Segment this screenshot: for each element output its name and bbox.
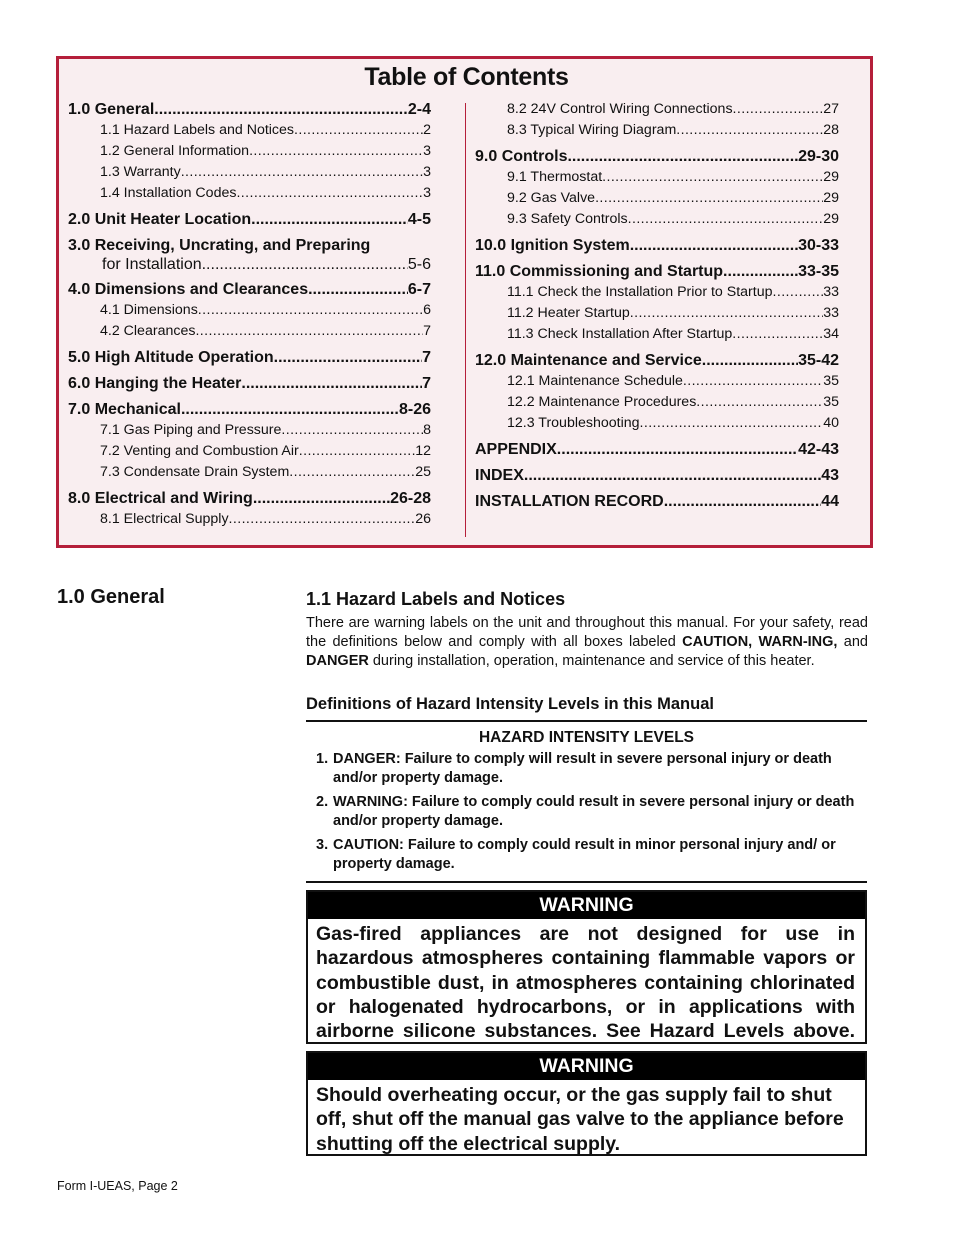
intro-danger: DANGER: [306, 653, 369, 669]
toc-entry-label: 11.0 Commissioning and Startup: [475, 263, 724, 280]
section-title: 1.0 General: [57, 586, 165, 608]
hazard-level-number: 1.: [316, 751, 329, 767]
toc-entry: [475, 167, 839, 188]
toc-entry: [475, 324, 839, 345]
toc-entry: [475, 188, 839, 209]
toc-dot-leader: [773, 282, 824, 303]
toc-title: Table of Contents: [364, 63, 569, 91]
toc-dot-leader: [181, 162, 423, 183]
toc-entry-page: 26: [415, 511, 431, 527]
toc-entry-label: 1.4 Installation Codes: [100, 185, 237, 201]
toc-entry: [68, 141, 431, 162]
toc-entry-label: 12.2 Maintenance Procedures: [507, 394, 697, 410]
toc-entry-page: 8-26: [398, 401, 431, 418]
toc-entry-label: 10.0 Ignition System: [475, 237, 630, 254]
toc-dot-leader: [241, 373, 422, 394]
toc-entry-label: 12.3 Troubleshooting: [507, 415, 640, 431]
toc-dot-leader: [236, 183, 423, 204]
toc-entry-page: 35-42: [798, 352, 839, 369]
toc-dot-leader: [676, 120, 823, 141]
toc-entry-page: 8: [423, 422, 431, 438]
toc-entry: [68, 300, 431, 321]
toc-dot-leader: [664, 491, 821, 512]
toc-entry: [475, 282, 839, 303]
toc-entry-label: APPENDIX: [475, 441, 557, 458]
toc-entry-page: 6-7: [407, 281, 431, 298]
toc-entry-page: 25: [415, 464, 431, 480]
intro-text-end: during installation, operation, maintenance and service of this heater.: [368, 653, 815, 669]
toc-entry-page: 29: [823, 190, 839, 206]
toc-column-divider: [465, 103, 466, 537]
toc-entry-label: 7.0 Mechanical: [68, 401, 181, 418]
toc-entry: [475, 439, 839, 460]
toc-dot-leader: [281, 420, 423, 441]
warning-box-overheating: [306, 1051, 867, 1156]
toc-entry: [68, 441, 431, 462]
toc-entry-label: 11.1 Check the Installation Prior to Startup: [507, 284, 773, 300]
toc-entry-page: 26-28: [390, 490, 431, 507]
hazard-level-item: [316, 750, 867, 788]
toc-entry-label: 9.1 Thermostat: [507, 169, 603, 185]
toc-entry-page: 3: [423, 143, 431, 159]
subsection-title: 1.1 Hazard Labels and Notices: [306, 589, 566, 609]
toc-entry-page: 28: [823, 122, 839, 138]
toc-entry-label: INSTALLATION RECORD: [475, 493, 664, 510]
warning-label: WARNING: [308, 892, 865, 919]
toc-entry-page: 5-6: [407, 256, 431, 273]
toc-dot-leader: [289, 462, 415, 483]
toc-dot-leader: [274, 347, 422, 368]
toc-entry-page: 33: [823, 305, 839, 321]
toc-entry: [475, 99, 839, 120]
toc-entry-label: 2.0 Unit Heater Location: [68, 211, 252, 228]
toc-entry-label: 11.3 Check Installation After Startup: [507, 326, 733, 342]
toc-entry-label: 4.2 Clearances: [100, 323, 196, 339]
toc-entry-page: 35: [823, 373, 839, 389]
hazard-levels-box: [306, 720, 867, 883]
toc-entry-label: 4.1 Dimensions: [100, 302, 198, 318]
warning-box-hazardous-atmospheres: [306, 890, 867, 1044]
toc-entry-label: 12.1 Maintenance Schedule: [507, 373, 683, 389]
toc-entry: [475, 350, 839, 371]
toc-dot-leader: [195, 321, 423, 342]
toc-entry-page: 29: [823, 169, 839, 185]
toc-entry-page: 7: [422, 375, 431, 392]
hazard-level-number: 2.: [316, 794, 329, 810]
toc-entry-label: 7.3 Condensate Drain System: [100, 464, 290, 480]
toc-entry: [68, 99, 431, 120]
toc-entry-page: 40: [823, 415, 839, 431]
toc-entry-label: 8.1 Electrical Supply: [100, 511, 229, 527]
toc-entry-page: 29-30: [798, 148, 839, 165]
toc-entry-label: 1.1 Hazard Labels and Notices: [100, 122, 295, 138]
page-footer: Form I-UEAS, Page 2: [57, 1179, 178, 1193]
toc-entry-page: 30-33: [798, 237, 839, 254]
toc-entry-label: 9.0 Controls: [475, 148, 568, 165]
toc-entry-page: 44: [821, 493, 839, 510]
toc-entry: [475, 413, 839, 434]
warning-text: Should overheating occur, or the gas supply fail to shut off, shut off the manual gas valve to the appliance before shutting off the electrical supply.: [316, 1084, 844, 1155]
toc-dot-leader: [702, 350, 798, 371]
toc-entry: [68, 162, 431, 183]
hazard-levels-list: [306, 750, 867, 874]
toc-dot-leader: [602, 167, 823, 188]
hazard-level-item: [316, 836, 867, 874]
toc-entry-label: 8.3 Typical Wiring Diagram: [507, 122, 677, 138]
toc-entry-label: 9.2 Gas Valve: [507, 190, 596, 206]
hazard-level-number: 3.: [316, 837, 329, 853]
toc-entry: [475, 491, 839, 512]
toc-entry-page: 3: [423, 164, 431, 180]
toc-entry: [68, 509, 431, 530]
toc-right-column: [475, 99, 839, 512]
toc-entry: [68, 488, 431, 509]
toc-entry: [68, 183, 431, 204]
toc-dot-leader: [154, 99, 408, 120]
toc-dot-leader: [202, 256, 408, 274]
toc-dot-leader: [181, 399, 399, 420]
toc-entry: [68, 256, 431, 274]
toc-dot-leader: [249, 141, 423, 162]
toc-entry: [68, 321, 431, 342]
toc-entry: [475, 261, 839, 282]
toc-entry: [68, 120, 431, 141]
toc-dot-leader: [198, 300, 423, 321]
toc-entry: [475, 303, 839, 324]
toc-entry-label: 6.0 Hanging the Heater: [68, 375, 242, 392]
toc-entry-page: 43: [821, 467, 839, 484]
toc-entry: [68, 347, 431, 368]
definitions-heading: Definitions of Hazard Intensity Levels in this Manual: [306, 695, 714, 713]
warning-text: Gas-fired appliances are not designed for use in hazardous atmospheres containing flammable vapors or combustible dust, in atmospheres containing chlorinated or halogenated hydrocarbons, or in applications with airborne silicone substances. See Hazard Levels above.: [316, 923, 855, 1043]
toc-dot-leader: [732, 324, 823, 345]
toc-dot-leader: [557, 439, 798, 460]
toc-entry-page: 7: [422, 349, 431, 366]
intro-paragraph: [306, 614, 868, 671]
hazard-level-text: CAUTION: Failure to comply could result in minor personal injury and/ or property damage.: [333, 837, 836, 872]
toc-entry-page: 33: [823, 284, 839, 300]
toc-dot-leader: [524, 465, 821, 486]
toc-entry: [68, 462, 431, 483]
toc-dot-leader: [696, 392, 823, 413]
toc-dot-leader: [299, 441, 415, 462]
toc-dot-leader: [294, 120, 423, 141]
toc-entry: [475, 146, 839, 167]
warning-label: WARNING: [308, 1053, 865, 1080]
toc-entry-label: 8.2 24V Control Wiring Connections: [507, 101, 733, 117]
toc-dot-leader: [630, 303, 823, 324]
toc-entry: [68, 209, 431, 230]
toc-entry: [475, 392, 839, 413]
toc-entry-label: for Installation: [102, 256, 202, 273]
toc-dot-leader: [640, 413, 824, 434]
toc-entry-page: 4-5: [407, 211, 431, 228]
toc-entry-label: 5.0 High Altitude Operation: [68, 349, 274, 366]
toc-entry-page: 3: [423, 185, 431, 201]
toc-entry: [475, 120, 839, 141]
toc-dot-leader: [628, 209, 824, 230]
toc-entry-label: INDEX: [475, 467, 524, 484]
hazard-level-item: [316, 793, 867, 831]
toc-entry: [68, 373, 431, 394]
toc-entry-label: 1.0 General: [68, 101, 155, 118]
toc-entry-page: 34: [823, 326, 839, 342]
toc-entry-page: 7: [423, 323, 431, 339]
table-of-contents: [56, 56, 873, 548]
hazard-levels-title: HAZARD INTENSITY LEVELS: [478, 729, 694, 746]
toc-entry-label: 12.0 Maintenance and Service: [475, 352, 702, 369]
toc-entry-page: 2-4: [407, 101, 431, 118]
toc-entry: [475, 371, 839, 392]
intro-and: and: [837, 634, 868, 650]
toc-entry: [68, 399, 431, 420]
toc-entry: [68, 420, 431, 441]
toc-entry-label: 7.2 Venting and Combustion Air: [100, 443, 299, 459]
toc-entry-page: 42-43: [798, 441, 839, 458]
toc-dot-leader: [253, 488, 390, 509]
toc-entry-page: 27: [823, 101, 839, 117]
toc-entry: [475, 209, 839, 230]
toc-entry-label: 9.3 Safety Controls: [507, 211, 628, 227]
toc-dot-leader: [567, 146, 798, 167]
toc-entry: [475, 465, 839, 486]
toc-dot-leader: [595, 188, 823, 209]
toc-dot-leader: [630, 235, 798, 256]
toc-entry: [475, 235, 839, 256]
toc-entry: [68, 279, 431, 300]
toc-dot-leader: [229, 509, 416, 530]
toc-entry-page: 12: [415, 443, 431, 459]
hazard-level-text: WARNING: Failure to comply could result in severe personal injury or death and/or property damage.: [333, 794, 855, 829]
toc-dot-leader: [723, 261, 798, 282]
toc-dot-leader: [683, 371, 823, 392]
toc-entry-page: 29: [823, 211, 839, 227]
toc-entry-page: 33-35: [798, 263, 839, 280]
toc-entry-page: 35: [823, 394, 839, 410]
intro-caution-warning: CAUTION, WARN-ING,: [682, 634, 838, 650]
toc-entry-page: 2: [423, 122, 431, 138]
toc-entry-label: 3.0 Receiving, Uncrating, and Preparing: [68, 237, 371, 254]
toc-entry: [68, 235, 431, 256]
toc-entry-label: 1.2 General Information: [100, 143, 250, 159]
toc-entry-label: 7.1 Gas Piping and Pressure: [100, 422, 282, 438]
toc-entry-label: 8.0 Electrical and Wiring: [68, 490, 253, 507]
toc-dot-leader: [251, 209, 408, 230]
toc-dot-leader: [733, 99, 824, 120]
toc-dot-leader: [308, 279, 408, 300]
intro-text: There are warning labels on the unit and throughout this manual. For your safety, read the definitions below and comply with all boxes labeled: [306, 615, 868, 650]
toc-left-column: [68, 99, 431, 530]
hazard-level-text: DANGER: Failure to comply will result in severe personal injury or death and/or property damage.: [333, 751, 832, 786]
toc-entry-label: 1.3 Warranty: [100, 164, 181, 180]
toc-entry-page: 6: [423, 302, 431, 318]
toc-entry-label: 11.2 Heater Startup: [507, 305, 630, 321]
toc-entry-label: 4.0 Dimensions and Clearances: [68, 281, 309, 298]
